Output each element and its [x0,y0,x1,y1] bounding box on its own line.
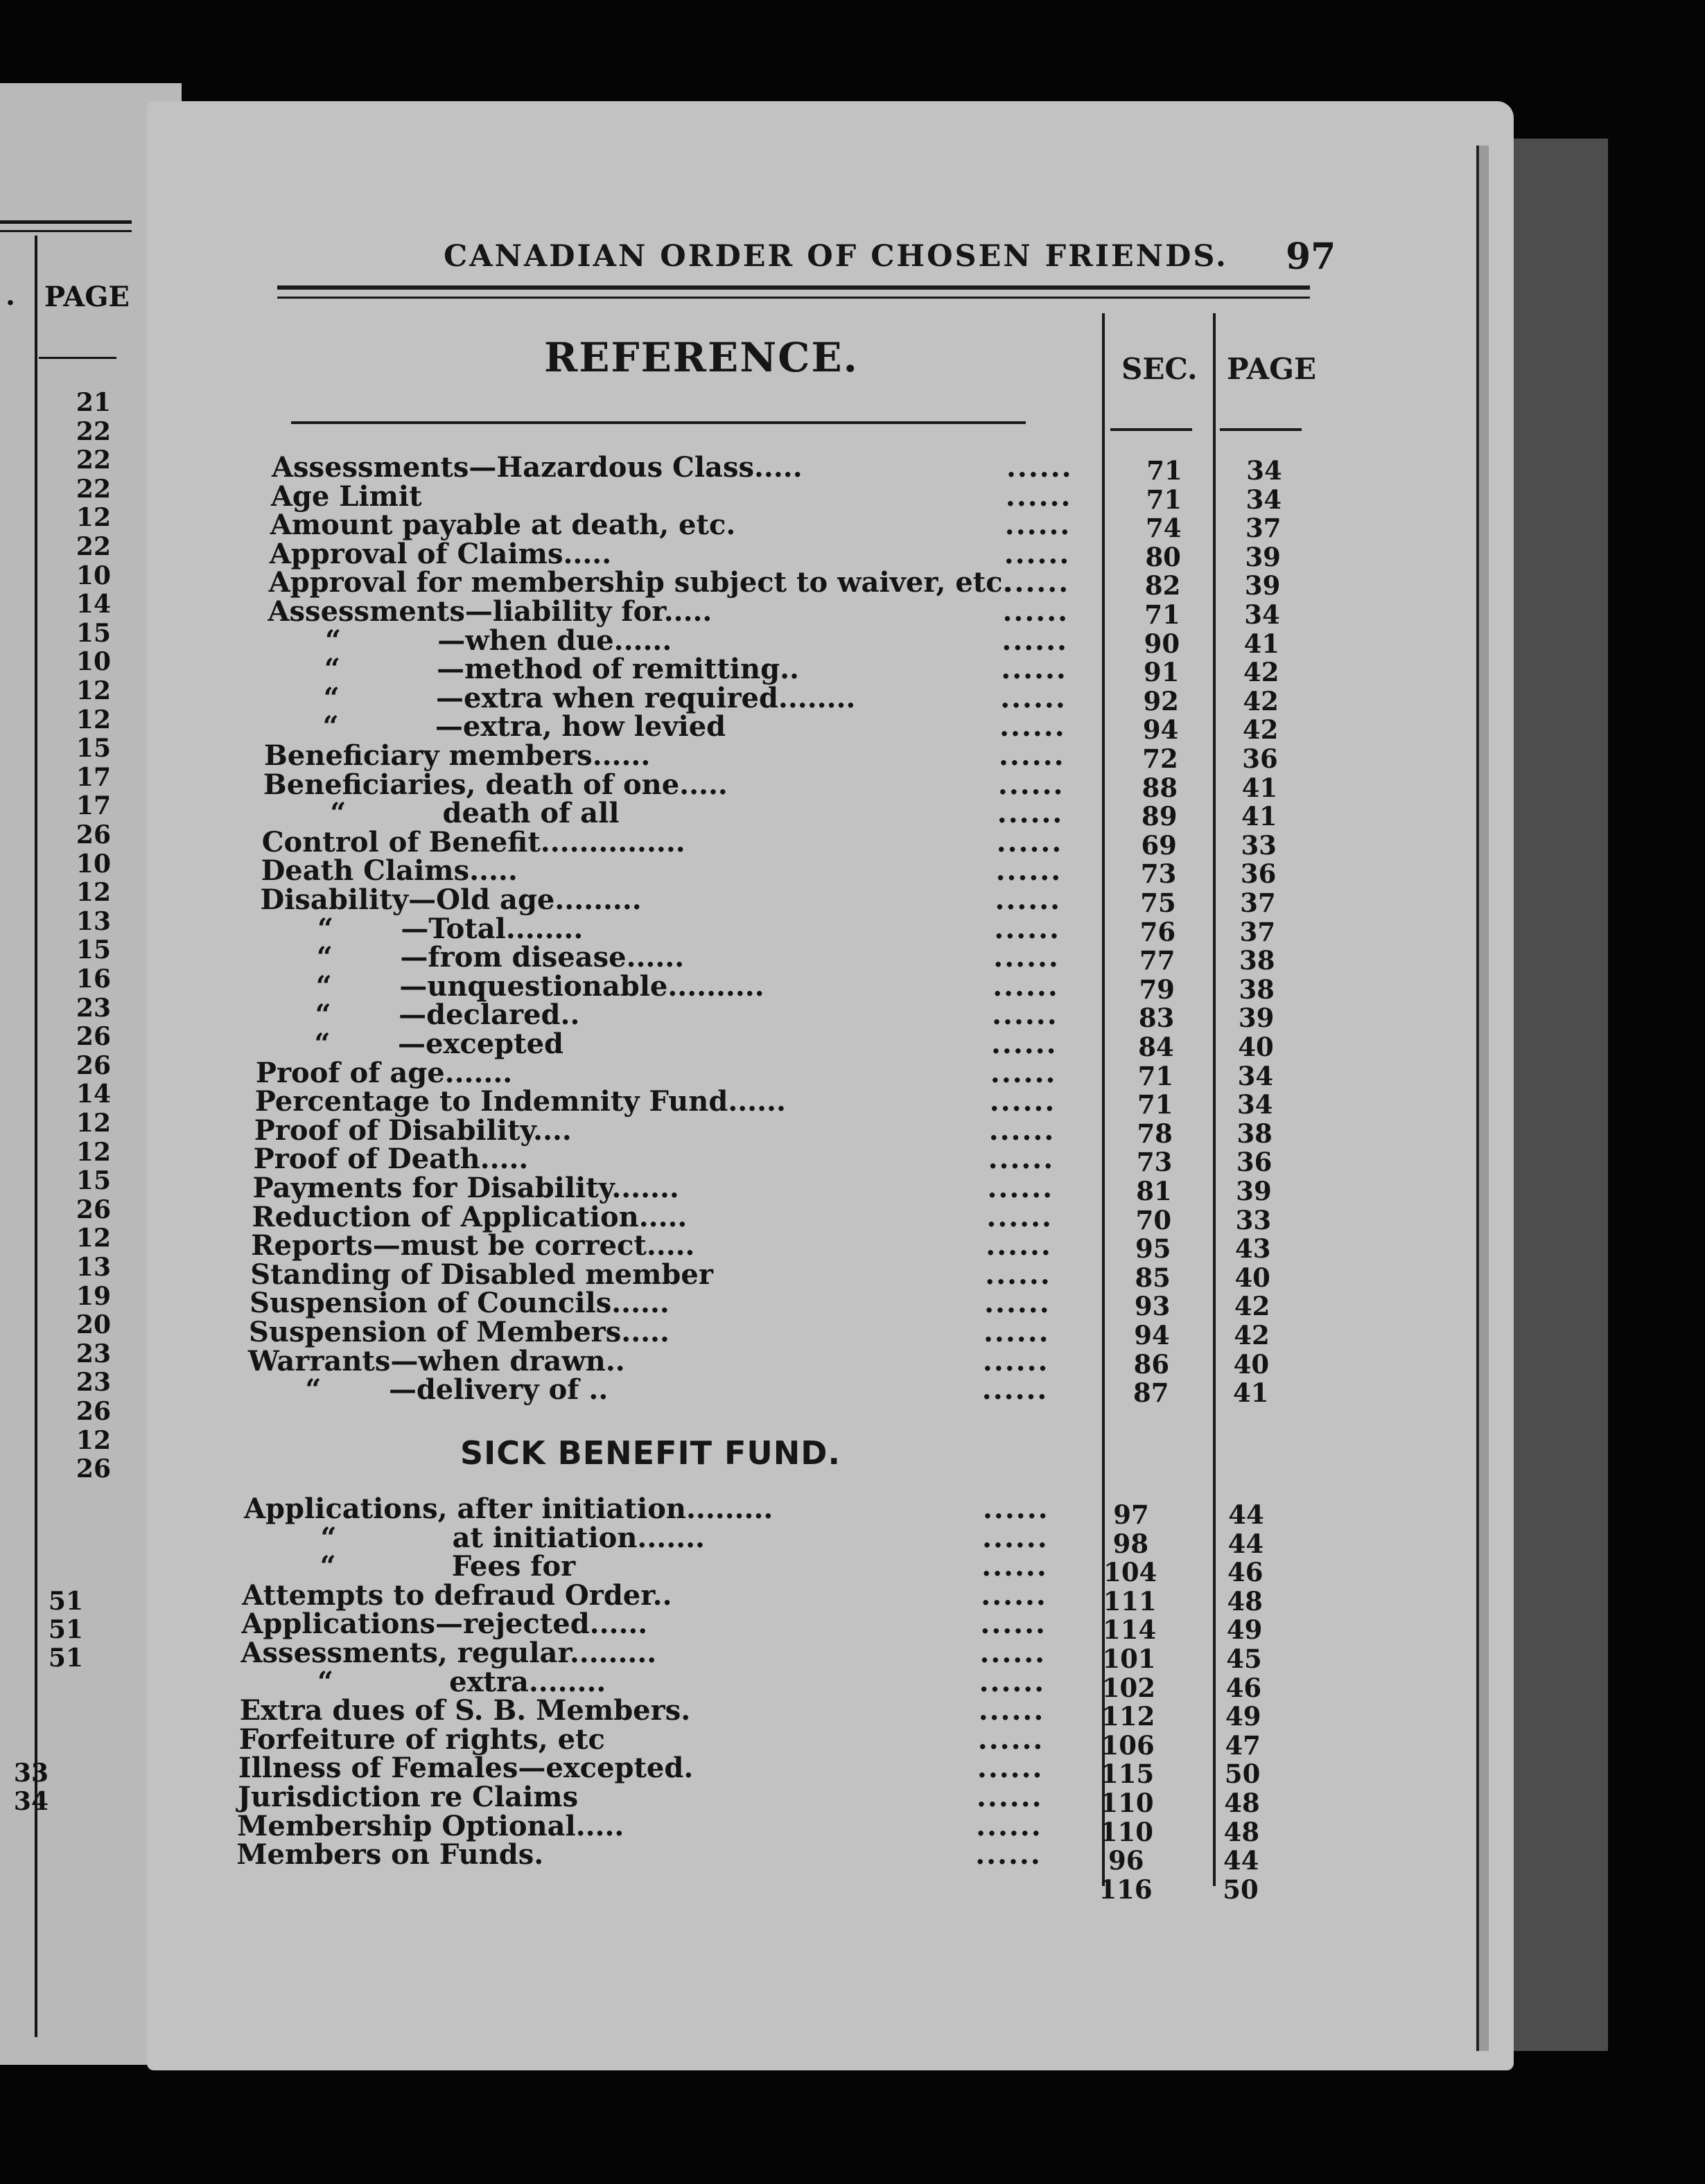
left-page-number: 23 [76,993,111,1023]
reference-entry-label: Death Claims..... [261,854,518,888]
reference-heading-rule [291,421,1026,424]
leader-dots: ...... [996,825,1063,858]
reference-entry-sec: 71 [1146,455,1182,486]
left-rule-bottom [0,230,132,232]
sick-entry-sec: 104 [1103,1557,1157,1588]
leader-dots: ...... [977,1752,1044,1785]
sick-entry-label: Applications—rejected...... [241,1608,648,1641]
sick-entry-page: 49 [1226,1614,1263,1646]
leader-dots: ...... [985,1258,1051,1291]
reference-entry-label: Payments for Disability....... [252,1172,679,1204]
sick-entry-page: 46 [1227,1557,1264,1588]
reference-entry-label: “ —when due...... [267,624,672,657]
reference-entry-sec: 70 [1135,1204,1172,1235]
reference-entry-label: Assessments—liability for..... [268,595,712,628]
running-header-title: CANADIAN ORDER OF CHOSEN FRIENDS. [444,239,1228,274]
left-page-number: 15 [76,734,111,764]
sick-entry-label: “ extra........ [240,1665,606,1698]
leader-dots: ...... [987,1172,1054,1204]
left-page-number: 12 [76,1224,111,1253]
reference-entry-label: “ —excepted [256,1028,564,1060]
reference-entry-page: 41 [1243,628,1280,659]
sick-entry-sec: 111 [1103,1585,1157,1617]
left-page-number: 15 [76,935,111,965]
left-page-number: 17 [76,762,111,792]
sick-benefit-heading: SICK BENEFIT FUND. [460,1434,841,1472]
reference-entry-sec: 89 [1142,801,1178,832]
reference-entry-label: Approval of Claims..... [269,537,612,570]
reference-entry-page: 36 [1242,743,1278,774]
sick-entry-sec: 102 [1101,1672,1155,1703]
sick-entry-sec: 96 [1108,1845,1144,1876]
sick-entry-page: 44 [1223,1845,1259,1876]
left-header-fragment: . [6,279,15,312]
reference-entry-sec: 81 [1136,1176,1172,1206]
reference-entry-page: 42 [1243,685,1279,716]
page-number: 97 [1286,236,1336,278]
reference-entry-label: Reduction of Application..... [252,1200,688,1233]
sick-entry-label: Assessments, regular......... [241,1637,657,1669]
leader-dots: ...... [977,1781,1043,1813]
reference-entry-sec: 82 [1144,570,1181,601]
reference-entry-label: Proof of Disability.... [254,1113,572,1147]
leader-dots: ...... [988,1113,1056,1147]
reference-entry-sec: 73 [1136,1147,1173,1178]
reference-entry-page: 38 [1236,1118,1273,1149]
reference-entry-label: Assessments—Hazardous Class..... [272,451,803,484]
reference-entry-sec: 90 [1144,628,1180,659]
leader-dots: ...... [988,1143,1055,1176]
sick-entry-label: “ Fees for [243,1550,576,1583]
sick-entry-page: 48 [1227,1585,1263,1617]
reference-entry-page: 42 [1242,714,1279,746]
left-page-number: 12 [76,1425,111,1455]
leader-dots: ...... [991,1028,1058,1060]
sick-entry-sec: 112 [1101,1701,1155,1732]
left-page-number: 12 [76,1137,111,1167]
left-page-number: 14 [76,1080,111,1109]
sick-entry-page: 48 [1223,1816,1260,1847]
leader-dots: ...... [979,1637,1047,1669]
left-page-number: 22 [76,474,111,504]
reference-entry-label: “ —from disease...... [259,941,685,974]
reference-entry-page: 34 [1244,599,1280,630]
reference-entry-label: Reports—must be correct..... [251,1229,695,1262]
left-page-header: PAGE [44,281,130,313]
reference-entry-label: “ —extra, how levied [265,710,726,743]
reference-entry-sec: 72 [1142,743,1178,774]
left-page-number: 12 [76,676,111,705]
left-page-number: 21 [76,388,111,417]
reference-entry-label: “ —delivery of .. [247,1373,609,1407]
reference-entry-sec: 87 [1133,1377,1169,1409]
left-page-number: 22 [76,532,111,561]
sick-entry-label: Membership Optional..... [237,1809,624,1842]
sick-entry-label: Extra dues of S. B. Members. [239,1694,691,1727]
sick-entry-sec: 106 [1101,1729,1155,1761]
reference-entry-page: 34 [1237,1089,1273,1120]
leader-dots: ...... [997,768,1065,801]
reference-entry-sec: 78 [1137,1118,1173,1149]
reference-entry-label: Age Limit [270,479,422,513]
leader-dots: ...... [993,941,1060,974]
sick-entry-sec: 110 [1100,1788,1154,1818]
sick-entry-label: Members on Funds. [236,1838,544,1872]
reference-entry-sec: 73 [1140,858,1177,890]
reference-entry-sec: 84 [1138,1032,1174,1062]
reference-entry-label: “ —extra when required........ [265,681,856,714]
reference-entry-page: 34 [1246,455,1282,486]
reference-entry-page: 37 [1240,888,1276,918]
reference-entry-label: Amount payable at death, etc. [270,509,736,542]
reference-entry-sec: 91 [1144,657,1180,688]
leader-dots: ...... [989,1085,1056,1118]
sick-entry-page: 46 [1225,1672,1262,1703]
reference-entry-sec: 71 [1137,1089,1173,1120]
reference-entry-label: Beneficiary members...... [264,739,651,772]
reference-entry-page: 33 [1241,829,1277,861]
reference-entry-sec: 76 [1139,916,1176,947]
reference-entry-page: 36 [1236,1147,1273,1178]
page-column-header: PAGE [1227,352,1316,386]
leader-dots: ...... [1005,479,1072,513]
leader-dots: ...... [1004,509,1072,542]
reference-entry-label: Suspension of Members..... [249,1316,670,1348]
leader-dots: ...... [990,1056,1057,1089]
sick-entry-sec: 115 [1100,1759,1155,1790]
sick-entry-page: 48 [1224,1788,1260,1818]
reference-entry-label: “ death of all [262,797,620,830]
page-header-underline [1220,428,1302,431]
left-page-number: 20 [76,1310,111,1340]
left-header-underline [39,357,116,359]
left-rule-top [0,220,132,224]
sick-entry-sec: 101 [1102,1644,1156,1674]
left-page-number: 10 [76,849,111,879]
reference-entry-page: 39 [1244,570,1281,601]
leader-dots: ...... [986,1200,1053,1233]
reference-entry-page: 42 [1234,1320,1270,1350]
leader-dots: ...... [992,998,1058,1032]
sick-entry-label: Applications, after initiation......... [244,1492,773,1525]
left-page-number: 15 [76,1166,111,1196]
left-page-number: 12 [76,503,111,533]
left-page-number: 26 [76,820,111,849]
reference-entry-label: “ —declared.. [257,998,580,1032]
sick-entry-sec: 116 [1099,1874,1153,1905]
sick-entry-sec: 97 [1113,1499,1149,1530]
leader-dots: ...... [1001,653,1067,686]
reference-entry-sec: 77 [1139,945,1175,976]
reference-entry-label: Proof of age....... [255,1056,513,1089]
left-page-number: 10 [76,561,111,590]
left-page-number: 12 [76,705,111,734]
header-rule-thick [277,285,1310,290]
reference-entry-label: Approval for membership subject to waiver, etc. [268,566,1013,599]
reference-entry-page: 41 [1241,772,1278,803]
sick-entry-label: Forfeiture of rights, etc [238,1723,605,1756]
left-page-number: 13 [76,906,111,936]
left-page-number: 51 [48,1615,83,1644]
reference-entry-page: 39 [1245,541,1281,572]
left-page-number: 22 [76,446,111,475]
left-page-number: 12 [76,1109,111,1138]
left-page-number: 26 [76,1050,111,1080]
left-page-number: 10 [76,647,111,677]
left-page-number: 26 [76,1022,111,1052]
leader-dots: ...... [982,1344,1049,1377]
leader-dots: ...... [982,1521,1049,1554]
sick-entry-page: 44 [1228,1499,1264,1530]
sick-entry-page: 45 [1226,1644,1262,1674]
left-page-number: 15 [76,618,111,648]
sick-entry-page: 49 [1225,1701,1261,1732]
left-page-number: 51 [48,1644,83,1673]
left-page-number: 13 [76,1253,111,1282]
leader-dots: ...... [1002,624,1068,657]
reference-entry-sec: 94 [1134,1320,1170,1350]
reference-entry-label: Control of Benefit............... [261,825,685,858]
sick-entry-label: Attempts to defraud Order.. [242,1578,672,1612]
sick-entry-sec: 110 [1099,1816,1153,1847]
reference-entry-page: 37 [1245,513,1282,544]
left-page-number: 26 [76,1397,111,1426]
reference-entry-sec: 88 [1142,772,1178,803]
leader-dots: ...... [980,1608,1047,1641]
leader-dots: ...... [1006,451,1073,484]
sick-entry-page: 44 [1227,1528,1264,1559]
reference-entry-page: 38 [1239,945,1275,976]
sick-entry-label: Jurisdiction re Claims [238,1781,579,1813]
left-page-number: 23 [76,1339,111,1368]
reference-entry-label: Warrants—when drawn.. [247,1344,625,1377]
leader-dots: ...... [1004,537,1071,570]
leader-dots: ...... [999,710,1066,743]
reference-entry-label: Standing of Disabled member [250,1258,713,1291]
header-rule-thin [277,297,1310,299]
sick-entry-page: 47 [1225,1729,1261,1761]
reference-entry-sec: 75 [1140,888,1176,918]
leader-dots: ...... [975,1838,1042,1872]
reference-entry-page: 34 [1237,1060,1274,1091]
leader-dots: ...... [981,1373,1049,1407]
leader-dots: ...... [977,1723,1044,1756]
reference-entry-label: Disability—Old age......... [260,883,642,916]
leader-dots: ...... [994,912,1060,945]
reference-entry-page: 41 [1233,1377,1269,1409]
reference-entry-sec: 83 [1138,1003,1175,1034]
reference-entry-page: 42 [1243,657,1279,688]
leader-dots: ...... [995,854,1063,888]
left-page-number: 16 [76,965,111,994]
reference-entry-label: “ —unquestionable.......... [258,969,764,1003]
reference-entry-sec: 79 [1139,974,1175,1005]
left-page-number: 17 [76,791,111,821]
reference-entry-label: Proof of Death..... [253,1143,529,1176]
sick-entry-page: 50 [1223,1874,1259,1905]
reference-entry-sec: 86 [1133,1348,1170,1380]
left-page-number: 34 [13,1787,49,1816]
left-page-number: 33 [13,1759,49,1788]
leader-dots: ...... [981,1550,1048,1583]
reference-entry-page: 40 [1238,1032,1274,1062]
reference-entry-sec: 95 [1135,1233,1171,1265]
leader-dots: ...... [1003,566,1070,599]
leader-dots: ...... [995,883,1062,916]
reference-entry-sec: 94 [1142,714,1179,746]
left-page-number: 14 [76,590,111,619]
reference-entry-label: “ —Total........ [259,912,584,945]
left-page-number: 26 [76,1195,111,1224]
reference-entry-sec: 85 [1135,1262,1171,1293]
reference-entry-page: 40 [1234,1262,1270,1293]
left-page-number: 51 [48,1587,83,1616]
reference-entry-page: 38 [1239,974,1275,1005]
reference-entry-label: Suspension of Councils...... [250,1287,670,1320]
leader-dots: ...... [993,969,1059,1003]
reference-entry-page: 40 [1233,1348,1270,1380]
reference-entry-sec: 92 [1143,685,1179,716]
reference-entry-label: Percentage to Indemnity Fund...... [254,1085,786,1118]
leader-dots: ...... [981,1578,1047,1612]
left-page-number: 23 [76,1368,111,1398]
sick-entry-sec: 98 [1112,1528,1149,1559]
reference-entry-page: 36 [1240,858,1277,890]
page-edge [1476,146,1489,2051]
leader-dots: ...... [978,1694,1045,1727]
reference-entry-sec: 93 [1134,1291,1171,1322]
leader-dots: ...... [1002,595,1069,628]
reference-entry-page: 34 [1245,484,1282,515]
reference-entry-sec: 69 [1141,829,1177,861]
reference-entry-page: 37 [1239,916,1276,947]
reference-entry-sec: 71 [1144,599,1180,630]
reference-entry-page: 39 [1236,1176,1272,1206]
reference-entry-page: 43 [1235,1233,1271,1265]
left-page-number: 26 [76,1454,111,1484]
reference-entry-sec: 74 [1146,513,1182,544]
left-page-number: 22 [76,416,111,446]
reference-entry-sec: 80 [1145,541,1181,572]
leader-dots: ...... [983,1316,1050,1348]
leader-dots: ...... [997,797,1064,830]
leader-dots: ...... [986,1229,1052,1262]
page-shadow [1497,139,1608,2051]
leader-dots: ...... [984,1287,1051,1320]
left-page-number: 19 [76,1281,111,1311]
sick-entry-label: Illness of Females—excepted. [238,1752,694,1785]
sec-header-underline [1110,428,1192,431]
leader-dots: ...... [976,1809,1042,1842]
reference-entry-page: 39 [1238,1003,1275,1034]
reference-heading: REFERENCE. [544,334,859,381]
sick-entry-page: 50 [1224,1759,1261,1790]
sick-entry-label: “ at initiation....... [243,1521,705,1554]
reference-entry-page: 41 [1241,801,1277,832]
reference-entry-sec: 71 [1137,1060,1174,1091]
leader-dots: ...... [983,1492,1049,1525]
leader-dots: ...... [979,1665,1046,1698]
reference-entry-label: Beneficiaries, death of one..... [263,768,728,801]
leader-dots: ...... [999,739,1065,772]
sick-entry-sec: 114 [1102,1614,1157,1646]
leader-dots: ...... [1000,681,1067,714]
sec-column-header: SEC. [1121,352,1198,386]
reference-entry-label: “ —method of remitting.. [266,653,799,686]
reference-entry-page: 42 [1234,1291,1270,1322]
left-page-number: 12 [76,878,111,908]
reference-entry-sec: 71 [1146,484,1182,515]
reference-entry-page: 33 [1235,1204,1272,1235]
